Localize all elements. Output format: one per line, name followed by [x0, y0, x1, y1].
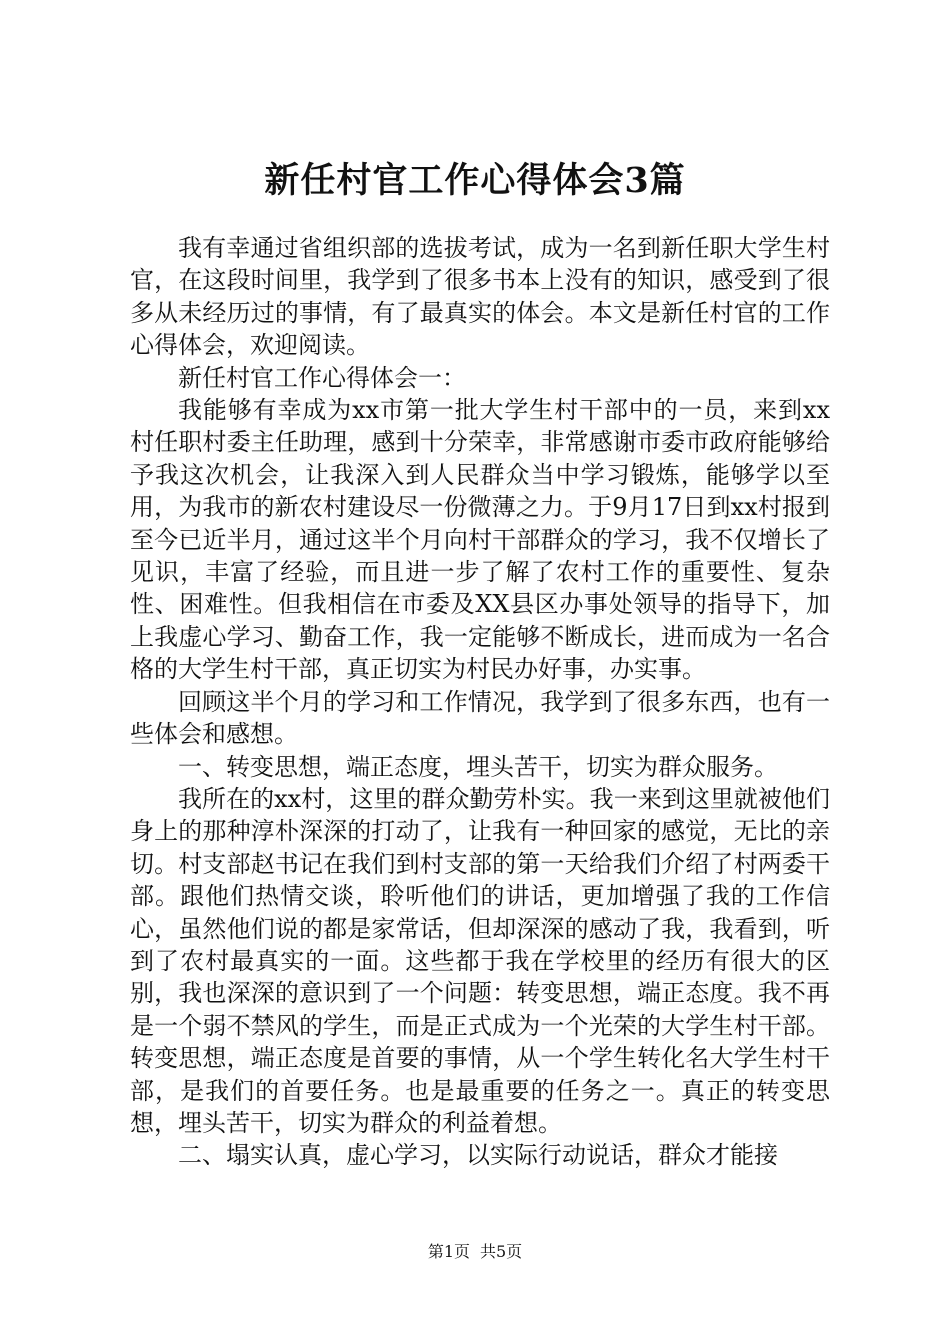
page-total: 共5页 [480, 1242, 523, 1261]
page-number: 第1页 [427, 1242, 470, 1261]
paragraph-body-2: 回顾这半个月的学习和工作情况，我学到了很多东西，也有一些体会和感想。 [130, 687, 830, 749]
document-title: 新任村官工作心得体会3篇 [264, 160, 686, 201]
page-footer [0, 1240, 950, 1264]
paragraph-body-3: 我所在的xx村，这里的群众勤劳朴实。我一来到这里就被他们身上的那种淳朴深深的打动了，让我有一种回家的感觉，无比的亲切。村支部赵书记在我们到村支部的第一天给我们介绍了村两委干部。跟他们热情交谈，聆听他们的讲话，更加增强了我的工作信心，虽然他们说的都是家常话，但却深深的感动了我，我看到，听到了农村最真实的一面。这些都于我在学校里的经历有很大的区别，我也深深的意识到了一个问题：转变思想，端正态度。我不再是一个弱不禁风的学生，而是正式成为一个光荣的大学生村干部。转变思想，端正态度是首要的事情，从一个学生转化名大学生村干部，是我们的首要任务。也是最重要的任务之一。真正的转变思想，埋头苦干，切实为群众的利益着想。 [130, 784, 830, 1137]
paragraph-body-1: 我能够有幸成为xx市第一批大学生村干部中的一员，来到xx村任职村委主任助理，感到十分荣幸，非常感谢市委市政府能够给予我这次机会，让我深入到人民群众当中学习锻炼，能够学以至用，为我市的新农村建设尽一份微薄之力。于9月17日到xx村报到至今已近半月，通过这半个月向村干部群众的学习，我不仅增长了见识，丰富了经验，而且进一步了解了农村工作的重要性、复杂性、困难性。但我相信在市委及XX县区办事处领导的指导下，加上我虚心学习、勤奋工作，我一定能够不断成长，进而成为一名合格的大学生村干部，真正切实为村民办好事，办实事。 [130, 396, 830, 684]
paragraph-section-heading: 新任村官工作心得体会一： [178, 363, 466, 392]
paragraph-point-1: 一、转变思想，端正态度，埋头苦干，切实为群众服务。 [178, 752, 778, 781]
paragraph-point-2: 二、塌实认真，虚心学习，以实际行动说话，群众才能接 [178, 1141, 778, 1170]
paragraph-intro: 我有幸通过省组织部的选拔考试，成为一名到新任职大学生村官，在这段时间里，我学到了很多书本上没有的知识，感受到了很多从未经历过的事情，有了最真实的体会。本文是新任村官的工作心得体会，欢迎阅读。 [130, 234, 830, 360]
document-body [130, 232, 830, 1172]
